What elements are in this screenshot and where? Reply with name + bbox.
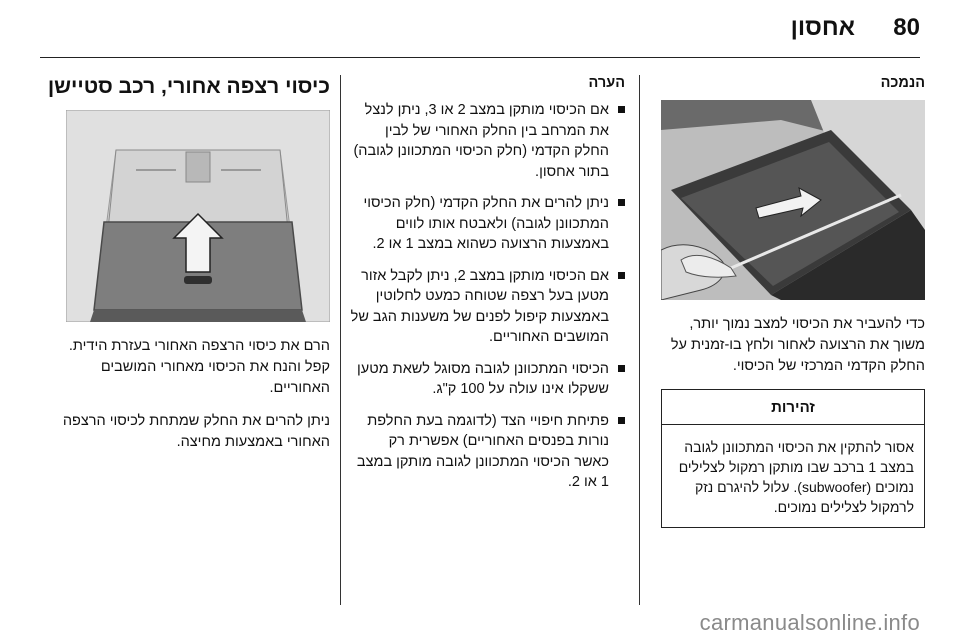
bullet-square-icon — [618, 106, 625, 113]
note-heading: הערה — [588, 75, 625, 91]
bullet-square-icon — [618, 272, 625, 279]
note-bullet: פתיחת חיפויי הצד (לדוגמה בעת החלפת נורות בפנסים האחוריים) אפשרית רק כאשר הכיסוי המתכוונן לגובה מותקן במצב 1 או 2. — [350, 411, 625, 493]
partition-instructions: ניתן להרים את החלק שמתחת לכיסוי הרצפה האחורי באמצעות מחיצה. — [62, 413, 330, 450]
bullet-square-icon — [618, 417, 625, 424]
page-number: 80 — [893, 14, 920, 41]
section-title: כיסוי רצפה אחורי, רכב סטיישן — [47, 75, 330, 98]
column-divider-right — [639, 75, 640, 605]
raise-cover-instructions: הרם את כיסוי הרצפה האחורי בעזרת הידית. קפל והנח את הכיסוי מאחורי המושבים האחוריים. — [68, 338, 330, 396]
cover-lowering-illustration — [661, 100, 925, 300]
header-rule — [40, 57, 920, 58]
lowering-heading: הנמכה — [880, 75, 925, 91]
note-bullet: אם הכיסוי מותקן במצב 2 או 3, ניתן לנצל את המרחב בין החלק האחורי של לבין החלק הקדמי (חלק הכיסוי המתכוונן לגובה) בתור אחסון. — [350, 100, 625, 182]
note-bullet: ניתן להרים את החלק הקדמי (חלק הכיסוי המתכוונן לגובה) ולאבטח אותו לווים באמצעות הרצועה כשהוא במצב 1 או 2. — [350, 193, 625, 255]
rear-floor-cover-photo — [66, 110, 330, 322]
page-header — [0, 0, 960, 60]
caution-box — [661, 389, 925, 528]
note-bullet-list — [350, 100, 625, 493]
watermark: carmanualsonline.info — [699, 610, 920, 635]
rear-floor-cover-illustration — [66, 110, 330, 322]
column-divider-left — [340, 75, 341, 605]
right-column — [655, 74, 925, 528]
note-bullet: הכיסוי המתכוונן לגובה מסוגל לשאת מטען ששקלו אינו עולה על 100 ק"ג. — [350, 359, 625, 400]
middle-column — [350, 74, 625, 504]
cover-lowering-photo — [661, 100, 925, 300]
running-title: אחסון — [790, 14, 855, 41]
lowering-instructions: כדי להעביר את הכיסוי למצב נמוך יותר, משוך את הרצועה לאחור ולחץ בו-זמנית על החלק הקדמי המרכזי של הכיסוי. — [670, 316, 925, 374]
left-column — [42, 74, 330, 465]
caution-text: אסור להתקין את הכיסוי המתכוונן לגובה במצב 1 ברכב שבו מותקן רמקול לצלילים נמוכים (subwoofer). עלול להיגרם נזק לרמקול לצלילים נמוכים. — [678, 439, 914, 515]
bullet-square-icon — [618, 365, 625, 372]
bullet-square-icon — [618, 199, 625, 206]
caution-heading: זהירות — [662, 390, 924, 425]
note-bullet: אם הכיסוי מותקן במצב 2, ניתן לקבל אזור מטען בעל רצפה שטוחה כמעט לחלוטין באמצעות קיפול לפנים של משענות הגב של המושבים האחוריים. — [350, 266, 625, 348]
